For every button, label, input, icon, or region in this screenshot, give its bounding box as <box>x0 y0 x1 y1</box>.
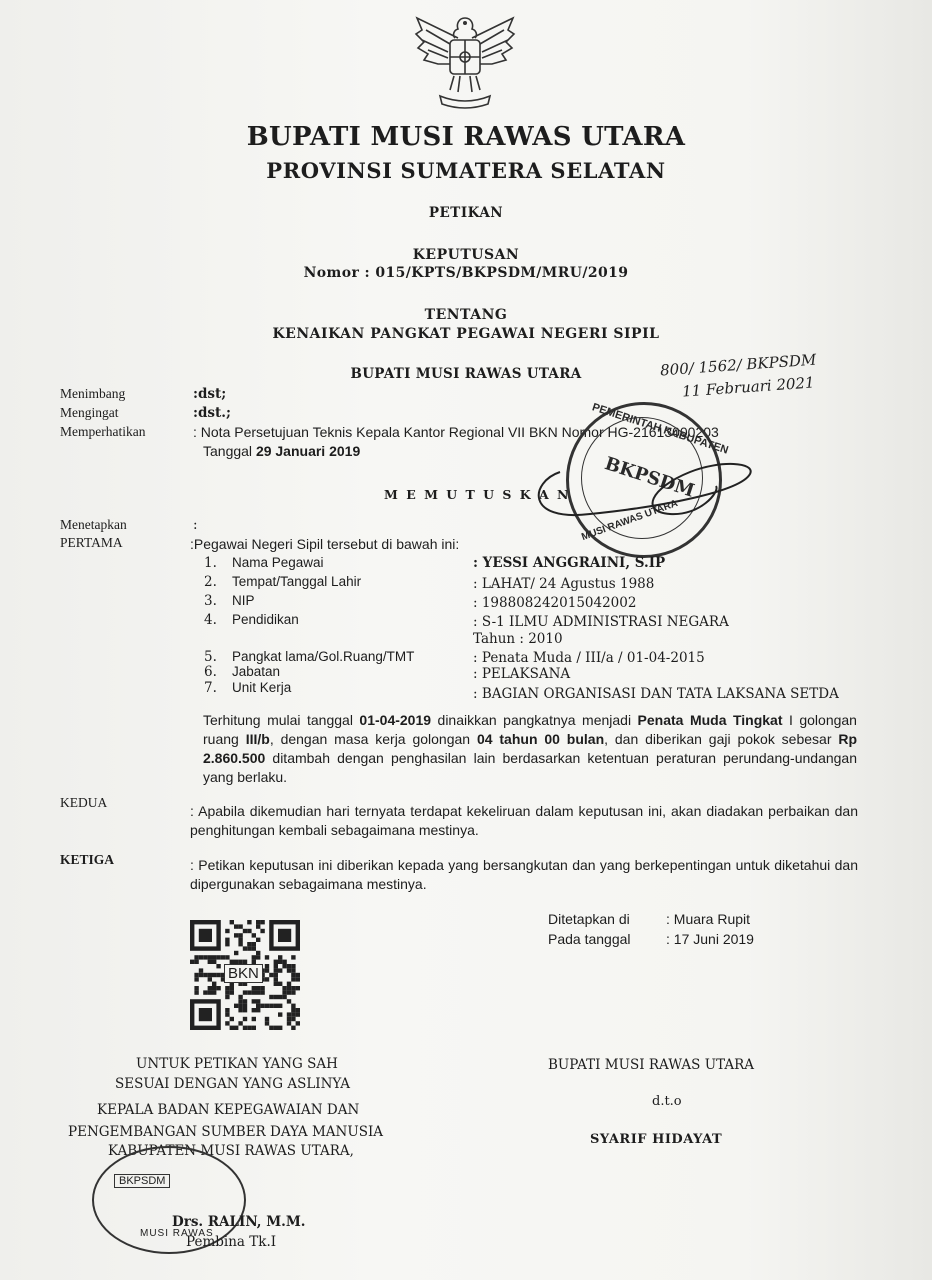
pertama-intro: :Pegawai Negeri Sipil tersebut di bawah ini: <box>190 536 460 552</box>
about-heading: TENTANG <box>424 307 508 323</box>
item-label: Jabatan <box>232 664 281 679</box>
item-label: Nama Pegawai <box>232 555 324 570</box>
handwritten-ref: 800/ 1562/ BKPSDM <box>659 350 817 380</box>
kedua-text: : Apabila dikemudian hari ternyata terdapat kekeliruan dalam keputusan ini, akan diadakan perbaikan dan penghitungan kembali sebagaimana mestinya. <box>190 803 858 838</box>
signatory-title: BUPATI MUSI RAWAS UTARA <box>548 1057 755 1073</box>
item-value: : S-1 ILMU ADMINISTRASI NEGARA <box>473 614 729 630</box>
memutuskan-heading: M E M U T U S K A N <box>384 487 571 502</box>
ketiga-text: : Petikan keputusan ini diberikan kepada yang bersangkutan dan yang berkepentingan untuk diketahui dan dipergunakan sebagaimana mestinya. <box>190 857 858 892</box>
mengingat-label: Mengingat <box>60 405 119 420</box>
cert-line1: UNTUK PETIKAN YANG SAH <box>136 1056 338 1072</box>
item-number: 4. <box>204 612 217 628</box>
item-value: : BAGIAN ORGANISASI DAN TATA LAKSANA SETDA <box>473 686 839 702</box>
decision-heading: KEPUTUSAN <box>412 247 520 263</box>
doc-type: PETIKAN <box>428 205 504 221</box>
item-value: : Penata Muda / III/a / 01-04-2015 <box>473 650 705 666</box>
small-stamp-text: BKPSDM <box>114 1174 170 1188</box>
cert-rank: Pembina Tk.I <box>186 1234 277 1250</box>
item-value: : 198808242015042002 <box>473 595 637 611</box>
item-label: Tempat/Tanggal Lahir <box>232 574 362 589</box>
item-number: 2. <box>204 574 217 590</box>
item-number: 1. <box>204 555 217 571</box>
item-label: Pangkat lama/Gol.Ruang/TMT <box>232 649 415 664</box>
province-title: PROVINSI SUMATERA SELATAN <box>266 158 666 183</box>
memperhatikan-label: Memperhatikan <box>60 424 146 439</box>
item-label: Unit Kerja <box>232 680 292 695</box>
menetapkan-label: Menetapkan <box>60 517 127 532</box>
signatory-dto: d.t.o <box>652 1094 682 1109</box>
item-number: 5. <box>204 649 217 665</box>
pertama-label: PERTAMA <box>60 535 123 550</box>
garuda-emblem-icon <box>412 8 518 112</box>
item-label: Pendidikan <box>232 612 299 627</box>
item-label: NIP <box>232 593 255 608</box>
item-value: Tahun : 2010 <box>473 631 563 647</box>
handwritten-date: 11 Februari 2021 <box>681 373 816 401</box>
qr-code <box>190 920 302 1030</box>
date-label: Pada tanggal <box>548 931 631 947</box>
ketiga-label: KETIGA <box>60 852 115 867</box>
date-value: : 17 Juni 2019 <box>666 931 754 947</box>
stamp-top-text: PEMERINTAH KABUPATEN <box>590 401 730 457</box>
kedua-label: KEDUA <box>60 795 108 810</box>
stamp-center-text: BKPSDM <box>602 453 697 502</box>
menimbang-label: Menimbang <box>60 386 126 401</box>
cert-line4: PENGEMBANGAN SUMBER DAYA MANUSIA <box>68 1124 384 1140</box>
memperhatikan-line2: Tanggal 29 Januari 2019 <box>203 443 361 459</box>
regent-title: BUPATI MUSI RAWAS UTARA <box>246 122 686 152</box>
authority-heading: BUPATI MUSI RAWAS UTARA <box>350 366 582 382</box>
signatory-name: SYARIF HIDAYAT <box>590 1132 723 1147</box>
qr-label: BKN <box>224 964 263 983</box>
item-value: : PELAKSANA <box>473 666 571 682</box>
place-value: : Muara Rupit <box>666 911 751 927</box>
menimbang-value: :dst; <box>193 386 227 402</box>
item-value: : YESSI ANGGRAINI, S.IP <box>473 555 666 571</box>
item-value: : LAHAT/ 24 Agustus 1988 <box>473 576 655 592</box>
cert-line3: KEPALA BADAN KEPEGAWAIAN DAN <box>97 1102 360 1118</box>
item-number: 7. <box>204 680 217 696</box>
signature-scribble-icon <box>520 452 760 532</box>
menetapkan-colon: : <box>193 517 198 533</box>
cert-line2: SESUAI DENGAN YANG ASLINYA <box>115 1076 351 1092</box>
small-stamp-bottom: MUSI RAWAS <box>140 1228 214 1239</box>
item-number: 6. <box>204 664 217 680</box>
cert-line5: KABUPATEN MUSI RAWAS UTARA, <box>108 1143 354 1159</box>
subject-heading: KENAIKAN PANGKAT PEGAWAI NEGERI SIPIL <box>272 326 660 342</box>
decision-number: Nomor : 015/KPTS/BKPSDM/MRU/2019 <box>303 265 629 281</box>
cert-name: Drs. RALIN, M.M. <box>172 1214 306 1230</box>
memperhatikan-line1: : Nota Persetujuan Teknis Kepala Kantor Regional VII BKN Nomor HG-21613000203 <box>193 424 719 440</box>
promotion-paragraph: Terhitung mulai tanggal 01-04-2019 dinaikkan pangkatnya menjadi Penata Muda Tingkat I golongan ruang III/b, dengan masa kerja golongan 04 tahun 00 bulan, dan diberikan gaji pokok sebesar Rp 2.860.500 ditambah dengan penghasilan lain berdasarkan ketentuan peraturan perundang-undangan yang berlaku. <box>203 712 858 785</box>
item-number: 3. <box>204 593 217 609</box>
place-label: Ditetapkan di <box>548 911 630 927</box>
stamp-bottom-text: MUSI RAWAS UTARA <box>580 497 680 544</box>
mengingat-value: :dst.; <box>193 405 231 421</box>
